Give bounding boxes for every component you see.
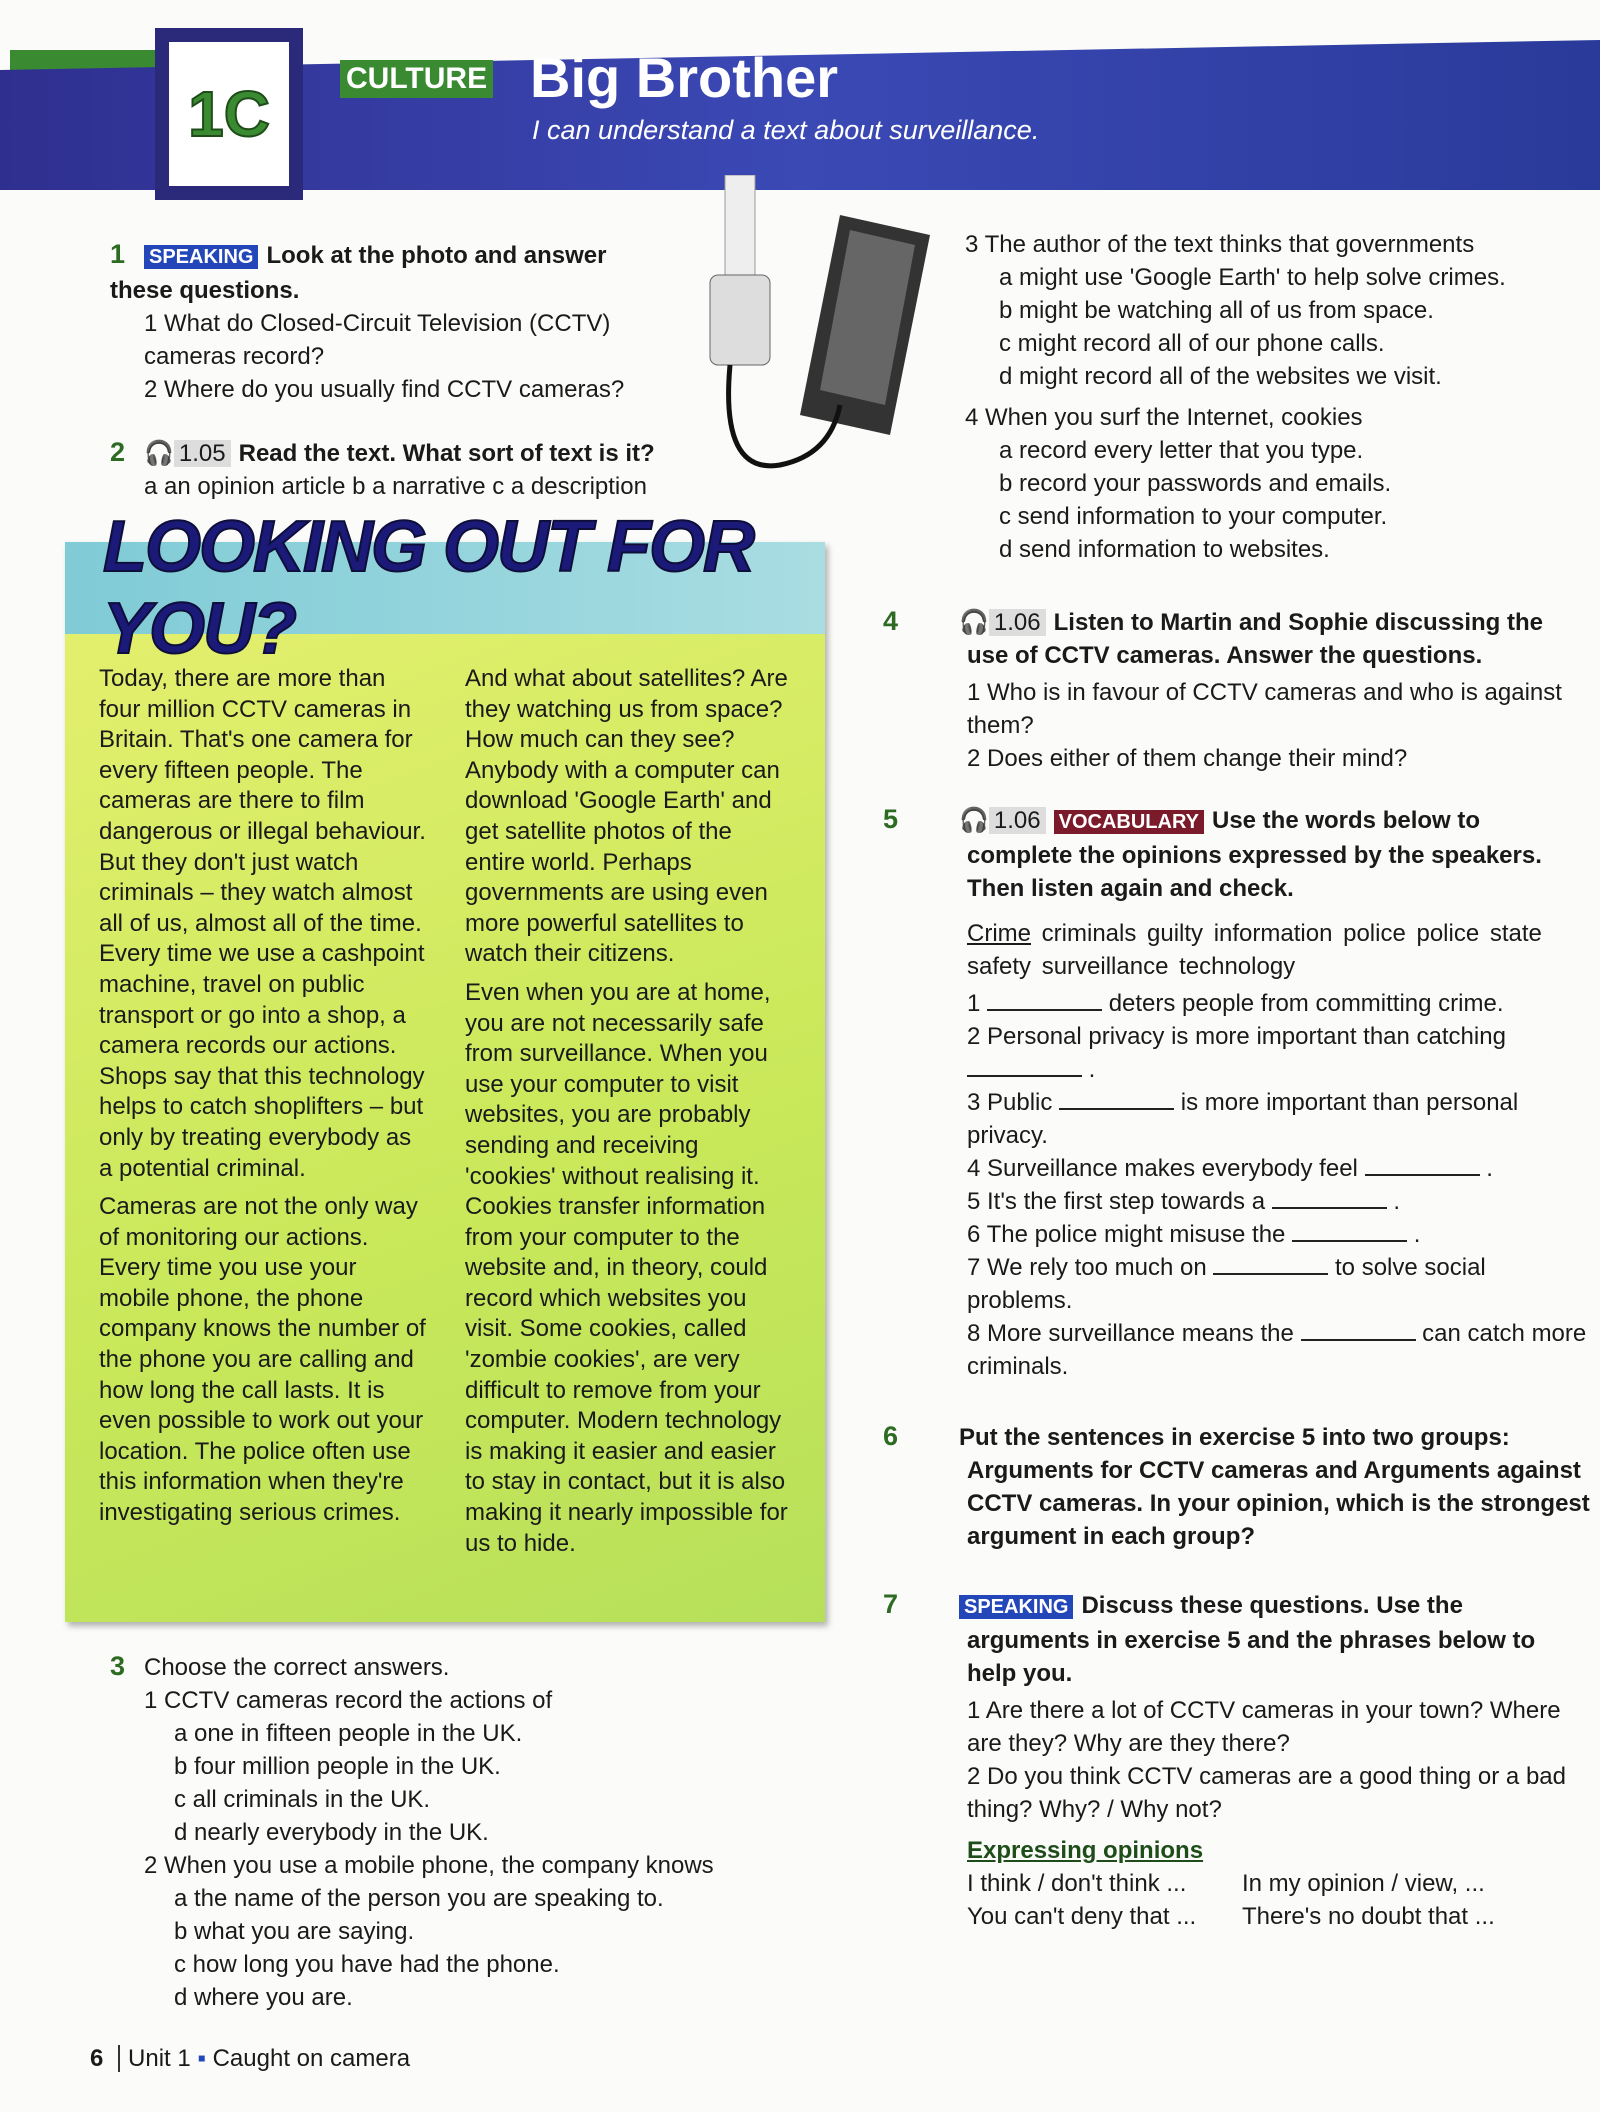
answer-blank[interactable] — [1365, 1156, 1480, 1176]
instruction: Put the sentences in exercise 5 into two groups: Arguments for CCTV cameras and Arguments against CCTV cameras. In your opinion, which is the strongest argument in each group? — [959, 1424, 1590, 1550]
question: 1 Are there a lot of CCTV cameras in your town? Where are they? Why are they there? — [967, 1697, 1561, 1757]
sentence — [967, 987, 1590, 1020]
option: a might use 'Google Earth' to help solve crimes. — [999, 264, 1506, 291]
option: c send information to your computer. — [999, 503, 1388, 530]
sentence — [967, 1185, 1590, 1218]
audio-track[interactable]: 1.06 — [989, 807, 1046, 834]
exercise-number: 2 — [110, 437, 126, 467]
exercise-number: 7 — [883, 1589, 899, 1619]
sentence — [967, 1218, 1590, 1251]
option: c might record all of our phone calls. — [999, 330, 1385, 357]
cctv-camera-image — [690, 175, 930, 475]
question: 2 Do you think CCTV cameras are a good thing or a bad thing? Why? / Why not? — [967, 1763, 1566, 1823]
exercise-number: 5 — [883, 804, 899, 834]
exercise-3 — [110, 1650, 790, 2014]
sentence-end: deters people from committing crime. — [1108, 990, 1504, 1017]
paragraph: And what about satellites? Are they watching us from space? How much can they see? Anybody with a computer can download 'Google Earth' and get satellite photos of the entire world. Perhaps governments are using even more powerful satellites to watch their citizens. — [465, 665, 788, 968]
option: b record your passwords and emails. — [999, 470, 1392, 497]
question: 1 What do Closed-Circuit Television (CCTV) cameras record? — [144, 310, 611, 370]
word-example: Crime — [967, 920, 1031, 947]
question: 1 CCTV cameras record the actions of — [144, 1687, 553, 1714]
option: b four million people in the UK. — [174, 1753, 501, 1780]
instruction: Use the words below to complete the opinions expressed by the speakers. Then listen again and check. — [967, 807, 1542, 902]
question: 4 When you surf the Internet, cookies — [965, 404, 1363, 431]
answer-blank[interactable] — [987, 991, 1102, 1011]
option: d send information to websites. — [999, 536, 1330, 563]
audio-track[interactable]: 1.05 — [174, 440, 231, 467]
unit-label: 1C — [169, 42, 289, 186]
article-column-2 — [465, 664, 795, 1567]
exercise-number: 1 — [110, 239, 126, 269]
page-footer: 6 Unit 1 ▪ Caught on camera — [90, 2045, 411, 2072]
exercise-6 — [883, 1420, 1590, 1553]
speaking-badge: SPEAKING — [144, 245, 258, 269]
sentence-start: 1 — [967, 990, 988, 1017]
sentence-start: 7 We rely too much on — [967, 1254, 1214, 1281]
phrase: In my opinion / view, ... — [1242, 1870, 1485, 1897]
sentence-end: can catch more criminals. — [967, 1320, 1587, 1380]
word-bank: criminals guilty information police police state safety surveillance technology — [967, 920, 1542, 980]
headphones-icon: 🎧 — [959, 807, 989, 834]
answer-blank[interactable] — [1272, 1189, 1387, 1209]
page-number: 6 — [90, 2045, 104, 2072]
instruction: Choose the correct answers. — [144, 1654, 450, 1681]
phrase: There's no doubt that ... — [1242, 1903, 1495, 1930]
option: b what you are saying. — [174, 1918, 415, 1945]
option: a record every letter that you type. — [999, 437, 1364, 464]
sentence-end: . — [1393, 1188, 1401, 1215]
phrase: I think / don't think ... — [967, 1870, 1187, 1897]
exercise-number: 6 — [883, 1421, 899, 1451]
paragraph: Cameras are not the only way of monitoring our actions. Every time you use your mobile phone, the phone company knows the number of the phone you are calling and how long the call lasts. It is even possible to work out your location. The police often use this information when they're investigating serious crimes. — [99, 1193, 426, 1527]
sentence-start: 4 Surveillance makes everybody feel — [967, 1155, 1365, 1182]
article-title: LOOKING OUT FOR YOU? — [65, 542, 825, 634]
sentence — [967, 1086, 1590, 1152]
question: 2 When you use a mobile phone, the company knows — [144, 1852, 714, 1879]
exercise-5 — [883, 803, 1590, 1383]
unit-box — [155, 28, 303, 200]
phrase: You can't deny that ... — [967, 1903, 1197, 1930]
sentence — [967, 1251, 1590, 1317]
headphones-icon: 🎧 — [959, 609, 989, 636]
paragraph: Even when you are at home, you are not necessarily safe from surveillance. When you use your computer to visit websites, you are probably sending and receiving 'cookies' without realising it. Cookies transfer information from your computer to the website and, in theory, could record which websites you visit. Some cookies, called 'zombie cookies', are very difficult to remove from your computer. Modern technology is making it easier and easier to stay in contact, but it is also making it nearly impossible for us to hide. — [465, 978, 788, 1557]
question: 3 The author of the text thinks that governments — [965, 231, 1475, 258]
exercise-3-continued — [965, 228, 1565, 566]
sentence — [967, 1317, 1590, 1383]
option: d might record all of the websites we visit. — [999, 363, 1442, 390]
speaking-badge: SPEAKING — [959, 1595, 1073, 1619]
exercise-1 — [110, 238, 670, 406]
sentence-list — [967, 987, 1590, 1383]
answer-blank[interactable] — [967, 1057, 1082, 1077]
sentence — [967, 1152, 1590, 1185]
option: c how long you have had the phone. — [174, 1951, 560, 1978]
exercise-4 — [883, 605, 1585, 775]
option: a the name of the person you are speaking to. — [174, 1885, 664, 1912]
paragraph: Today, there are more than four million CCTV cameras in Britain. That's one camera for every fifteen people. The cameras are there to film dangerous or illegal behaviour. But they don't just watch criminals – they watch almost all of us, almost all of the time. Every time we use a cashpoint machine, travel on public transport or go into a shop, a camera records our actions. Shops say that this technology helps to catch shoplifters – but only by treating everybody as a potential criminal. — [99, 665, 426, 1182]
instruction: Look at the photo and answer these questions. — [110, 242, 607, 304]
sentence-start: 2 Personal privacy is more important than catching — [967, 1023, 1506, 1050]
sentence-start: 8 More surveillance means the — [967, 1320, 1301, 1347]
option: a one in fifteen people in the UK. — [174, 1720, 523, 1747]
sentence-start: 6 The police might misuse the — [967, 1221, 1293, 1248]
option: d nearly everybody in the UK. — [174, 1819, 489, 1846]
sentence-end: . — [1486, 1155, 1493, 1182]
sentence-start: 3 Public — [967, 1089, 1060, 1116]
options: a an opinion article b a narrative c a description — [144, 473, 647, 500]
instruction: Read the text. What sort of text is it? — [238, 440, 655, 467]
sentence-end: is more important than personal privacy. — [967, 1089, 1519, 1149]
category-badge: CULTURE — [340, 60, 493, 98]
sentence-end: . — [1088, 1056, 1096, 1083]
sentence-start: 5 It's the first step towards a — [967, 1188, 1272, 1215]
vocabulary-badge: VOCABULARY — [1054, 810, 1204, 834]
headphones-icon: 🎧 — [144, 440, 174, 467]
option: b might be watching all of us from space. — [999, 297, 1434, 324]
article-column-1 — [99, 664, 429, 1567]
sentence-end: to solve social problems. — [967, 1254, 1486, 1314]
instruction: Listen to Martin and Sophie discussing the use of CCTV cameras. Answer the questions. — [967, 609, 1543, 669]
exercise-number: 4 — [883, 606, 899, 636]
footer-title: Caught on camera — [212, 2045, 411, 2072]
answer-blank[interactable] — [1301, 1321, 1416, 1341]
question: 2 Does either of them change their mind? — [967, 745, 1408, 772]
sentence-end: . — [1413, 1221, 1421, 1248]
page-subtitle: I can understand a text about surveillance. — [532, 115, 1040, 145]
page-title: Big Brother — [530, 46, 838, 109]
sentence — [967, 1020, 1590, 1086]
answer-blank[interactable] — [1292, 1222, 1407, 1242]
question: 1 Who is in favour of CCTV cameras and who is against them? — [967, 679, 1562, 739]
audio-track[interactable]: 1.06 — [989, 609, 1046, 636]
phrases-title: Expressing opinions — [967, 1837, 1204, 1864]
exercise-7 — [883, 1588, 1590, 1933]
answer-blank[interactable] — [1059, 1090, 1174, 1110]
footer-unit: Unit 1 — [128, 2045, 191, 2072]
article-box — [65, 507, 825, 1622]
exercise-2 — [110, 436, 750, 503]
option: d where you are. — [174, 1984, 353, 2011]
question: 2 Where do you usually find CCTV cameras? — [144, 376, 625, 403]
instruction: Discuss these questions. Use the arguments in exercise 5 and the phrases below to help you. — [967, 1592, 1536, 1687]
answer-blank[interactable] — [1213, 1255, 1328, 1275]
option: c all criminals in the UK. — [174, 1786, 431, 1813]
exercise-number: 3 — [110, 1651, 126, 1681]
